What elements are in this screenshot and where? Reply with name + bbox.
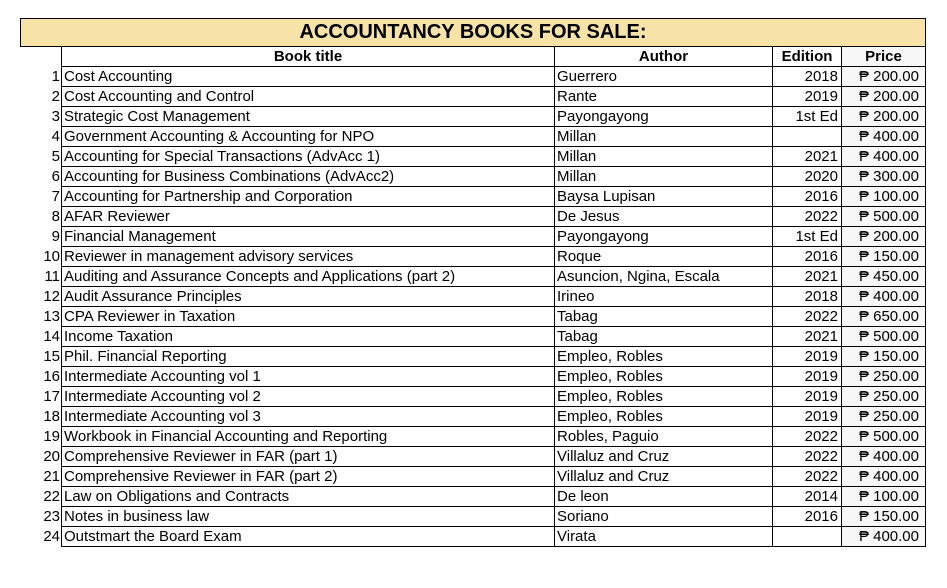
author-cell[interactable]: Guerrero bbox=[555, 67, 773, 87]
row-number-cell[interactable]: 19 bbox=[43, 428, 60, 445]
title-row bbox=[21, 19, 926, 47]
price-cell[interactable]: ₱ 450.00 bbox=[842, 267, 926, 287]
row-number-cell[interactable]: 2 bbox=[51, 88, 60, 105]
price-cell[interactable]: ₱ 250.00 bbox=[842, 387, 926, 407]
edition-cell[interactable]: 1st Ed bbox=[773, 227, 842, 247]
table-row bbox=[21, 327, 926, 347]
price-cell[interactable]: ₱ 500.00 bbox=[842, 427, 926, 447]
price-cell[interactable]: ₱ 100.00 bbox=[842, 487, 926, 507]
book-title-cell[interactable]: Government Accounting & Accounting for NPO bbox=[62, 127, 555, 147]
author-cell[interactable]: Virata bbox=[555, 527, 773, 547]
edition-header[interactable]: Edition bbox=[773, 47, 842, 67]
book-title-cell[interactable]: Accounting for Business Combinations (AdvAcc2) bbox=[62, 167, 555, 187]
price-cell[interactable]: ₱ 150.00 bbox=[842, 347, 926, 367]
price-cell[interactable]: ₱ 100.00 bbox=[842, 187, 926, 207]
row-number-cell[interactable]: 4 bbox=[51, 128, 60, 145]
author-cell[interactable]: Tabag bbox=[555, 327, 773, 347]
table-row bbox=[21, 67, 926, 87]
edition-cell[interactable] bbox=[773, 127, 842, 147]
book-title-cell[interactable]: Phil. Financial Reporting bbox=[62, 347, 555, 367]
table-row bbox=[21, 367, 926, 387]
edition-cell[interactable]: 2022 bbox=[773, 207, 842, 227]
table-row bbox=[21, 127, 926, 147]
row-number-cell[interactable]: 21 bbox=[43, 468, 60, 485]
table-row bbox=[21, 167, 926, 187]
price-cell[interactable]: ₱ 400.00 bbox=[842, 287, 926, 307]
price-cell[interactable]: ₱ 300.00 bbox=[842, 167, 926, 187]
row-number-cell[interactable]: 6 bbox=[51, 168, 60, 185]
sheet-title[interactable]: ACCOUNTANCY BOOKS FOR SALE: bbox=[21, 19, 926, 47]
row-number-cell[interactable]: 22 bbox=[43, 488, 60, 505]
row-number-cell[interactable]: 12 bbox=[43, 288, 60, 305]
edition-cell[interactable]: 2016 bbox=[773, 247, 842, 267]
edition-cell[interactable]: 2019 bbox=[773, 407, 842, 427]
edition-cell[interactable]: 2022 bbox=[773, 307, 842, 327]
book-title-cell[interactable]: Accounting for Special Transactions (AdvAcc 1) bbox=[62, 147, 555, 167]
book-title-cell[interactable]: Reviewer in management advisory services bbox=[62, 247, 555, 267]
author-cell[interactable]: Payongayong bbox=[555, 107, 773, 127]
edition-cell[interactable]: 2019 bbox=[773, 347, 842, 367]
author-cell[interactable]: Roque bbox=[555, 247, 773, 267]
table-row bbox=[21, 87, 926, 107]
author-cell[interactable]: Empleo, Robles bbox=[555, 387, 773, 407]
row-number-cell[interactable]: 3 bbox=[51, 108, 60, 125]
edition-cell[interactable]: 2022 bbox=[773, 427, 842, 447]
edition-cell[interactable]: 2019 bbox=[773, 87, 842, 107]
sheet-body bbox=[21, 19, 926, 547]
table-row bbox=[21, 267, 926, 287]
edition-cell[interactable]: 1st Ed bbox=[773, 107, 842, 127]
price-cell[interactable]: ₱ 150.00 bbox=[842, 507, 926, 527]
table-row bbox=[21, 447, 926, 467]
row-number-cell[interactable]: 17 bbox=[43, 388, 60, 405]
row-number-cell[interactable]: 14 bbox=[43, 328, 60, 345]
edition-cell[interactable]: 2018 bbox=[773, 67, 842, 87]
row-number-cell[interactable]: 13 bbox=[43, 308, 60, 325]
row-number-cell[interactable]: 11 bbox=[44, 268, 60, 285]
price-cell[interactable]: ₱ 200.00 bbox=[842, 107, 926, 127]
book-title-cell[interactable]: Accounting for Partnership and Corporation bbox=[62, 187, 555, 207]
row-number-cell[interactable]: 24 bbox=[43, 528, 60, 545]
table-row bbox=[21, 527, 926, 547]
book-title-cell[interactable]: Auditing and Assurance Concepts and Applications (part 2) bbox=[62, 267, 555, 287]
table-row bbox=[21, 207, 926, 227]
author-cell[interactable]: Payongayong bbox=[555, 227, 773, 247]
price-cell[interactable]: ₱ 400.00 bbox=[842, 147, 926, 167]
book-title-cell[interactable]: CPA Reviewer in Taxation bbox=[62, 307, 555, 327]
table-row bbox=[21, 247, 926, 267]
edition-cell[interactable]: 2021 bbox=[773, 267, 842, 287]
books-sheet bbox=[20, 18, 926, 547]
price-cell[interactable]: ₱ 200.00 bbox=[842, 227, 926, 247]
author-cell[interactable]: Baysa Lupisan bbox=[555, 187, 773, 207]
row-number-cell[interactable]: 23 bbox=[43, 508, 60, 525]
price-header[interactable]: Price bbox=[842, 47, 926, 67]
row-number-cell[interactable]: 16 bbox=[43, 368, 60, 385]
book-title-cell[interactable]: Cost Accounting and Control bbox=[62, 87, 555, 107]
price-cell[interactable]: ₱ 150.00 bbox=[842, 247, 926, 267]
table-row bbox=[21, 107, 926, 127]
row-number-cell[interactable]: 18 bbox=[43, 408, 60, 425]
row-number-cell[interactable]: 8 bbox=[51, 208, 60, 225]
book-title-cell[interactable]: Intermediate Accounting vol 3 bbox=[62, 407, 555, 427]
book-title-cell[interactable]: Strategic Cost Management bbox=[62, 107, 555, 127]
row-number-cell[interactable]: 1 bbox=[51, 68, 60, 85]
book-title-cell[interactable]: Outstmart the Board Exam bbox=[62, 527, 555, 547]
edition-cell[interactable]: 2020 bbox=[773, 167, 842, 187]
table-row bbox=[21, 287, 926, 307]
author-cell[interactable]: Empleo, Robles bbox=[555, 407, 773, 427]
edition-cell[interactable]: 2021 bbox=[773, 147, 842, 167]
header-row bbox=[21, 47, 926, 67]
table-row bbox=[21, 427, 926, 447]
edition-cell[interactable]: 2019 bbox=[773, 367, 842, 387]
book-title-cell[interactable]: Financial Management bbox=[62, 227, 555, 247]
table-row bbox=[21, 227, 926, 247]
price-cell[interactable]: ₱ 200.00 bbox=[842, 87, 926, 107]
row-number-cell[interactable]: 15 bbox=[43, 348, 60, 365]
book-title-cell[interactable]: Workbook in Financial Accounting and Reporting bbox=[62, 427, 555, 447]
author-cell[interactable]: Rante bbox=[555, 87, 773, 107]
author-cell[interactable]: Asuncion, Ngina, Escala bbox=[555, 267, 773, 287]
edition-cell[interactable]: 2022 bbox=[773, 447, 842, 467]
author-cell[interactable]: Millan bbox=[555, 127, 773, 147]
price-cell[interactable]: ₱ 200.00 bbox=[842, 67, 926, 87]
author-cell[interactable]: Empleo, Robles bbox=[555, 347, 773, 367]
author-cell[interactable]: Millan bbox=[555, 167, 773, 187]
book-title-cell[interactable]: AFAR Reviewer bbox=[62, 207, 555, 227]
table-row bbox=[21, 507, 926, 527]
row-number-cell[interactable]: 9 bbox=[51, 228, 60, 245]
author-cell[interactable]: De Jesus bbox=[555, 207, 773, 227]
book-title-cell[interactable]: Law on Obligations and Contracts bbox=[62, 487, 555, 507]
price-cell[interactable]: ₱ 400.00 bbox=[842, 447, 926, 467]
row-number-cell[interactable]: 10 bbox=[43, 248, 60, 265]
table-row bbox=[21, 467, 926, 487]
author-cell[interactable]: Villaluz and Cruz bbox=[555, 447, 773, 467]
edition-cell[interactable]: 2021 bbox=[773, 327, 842, 347]
edition-cell[interactable] bbox=[773, 527, 842, 547]
price-cell[interactable]: ₱ 500.00 bbox=[842, 327, 926, 347]
author-cell[interactable]: Empleo, Robles bbox=[555, 367, 773, 387]
edition-cell[interactable]: 2014 bbox=[773, 487, 842, 507]
table-row bbox=[21, 187, 926, 207]
edition-cell[interactable]: 2019 bbox=[773, 387, 842, 407]
table-row bbox=[21, 387, 926, 407]
author-cell[interactable]: Soriano bbox=[555, 507, 773, 527]
book-title-cell[interactable]: Income Taxation bbox=[62, 327, 555, 347]
author-cell[interactable]: Robles, Paguio bbox=[555, 427, 773, 447]
author-header[interactable]: Author bbox=[555, 47, 773, 67]
row-number-cell[interactable]: 5 bbox=[51, 148, 60, 165]
edition-cell[interactable]: 2016 bbox=[773, 187, 842, 207]
edition-cell[interactable]: 2016 bbox=[773, 507, 842, 527]
book-title-cell[interactable]: Intermediate Accounting vol 1 bbox=[62, 367, 555, 387]
price-cell[interactable]: ₱ 650.00 bbox=[842, 307, 926, 327]
price-cell[interactable]: ₱ 400.00 bbox=[842, 467, 926, 487]
book-title-cell[interactable]: Intermediate Accounting vol 2 bbox=[62, 387, 555, 407]
author-cell[interactable]: Villaluz and Cruz bbox=[555, 467, 773, 487]
book-title-cell[interactable]: Comprehensive Reviewer in FAR (part 2) bbox=[62, 467, 555, 487]
price-cell[interactable]: ₱ 250.00 bbox=[842, 407, 926, 427]
book-title-cell[interactable]: Cost Accounting bbox=[62, 67, 555, 87]
price-cell[interactable]: ₱ 250.00 bbox=[842, 367, 926, 387]
book-title-cell[interactable]: Comprehensive Reviewer in FAR (part 1) bbox=[62, 447, 555, 467]
price-cell[interactable]: ₱ 400.00 bbox=[842, 127, 926, 147]
table-row bbox=[21, 147, 926, 167]
table-row bbox=[21, 347, 926, 367]
edition-cell[interactable]: 2018 bbox=[773, 287, 842, 307]
book-title-header[interactable]: Book title bbox=[62, 47, 555, 67]
book-title-cell[interactable]: Audit Assurance Principles bbox=[62, 287, 555, 307]
table-row bbox=[21, 487, 926, 507]
row-number-header[interactable] bbox=[21, 47, 62, 67]
author-cell[interactable]: Irineo bbox=[555, 287, 773, 307]
table-row bbox=[21, 307, 926, 327]
row-number-cell[interactable]: 7 bbox=[51, 188, 60, 205]
row-number-cell[interactable]: 20 bbox=[43, 448, 60, 465]
author-cell[interactable]: Tabag bbox=[555, 307, 773, 327]
table-row bbox=[21, 407, 926, 427]
book-title-cell[interactable]: Notes in business law bbox=[62, 507, 555, 527]
price-cell[interactable]: ₱ 400.00 bbox=[842, 527, 926, 547]
author-cell[interactable]: De leon bbox=[555, 487, 773, 507]
price-cell[interactable]: ₱ 500.00 bbox=[842, 207, 926, 227]
author-cell[interactable]: Millan bbox=[555, 147, 773, 167]
edition-cell[interactable]: 2022 bbox=[773, 467, 842, 487]
